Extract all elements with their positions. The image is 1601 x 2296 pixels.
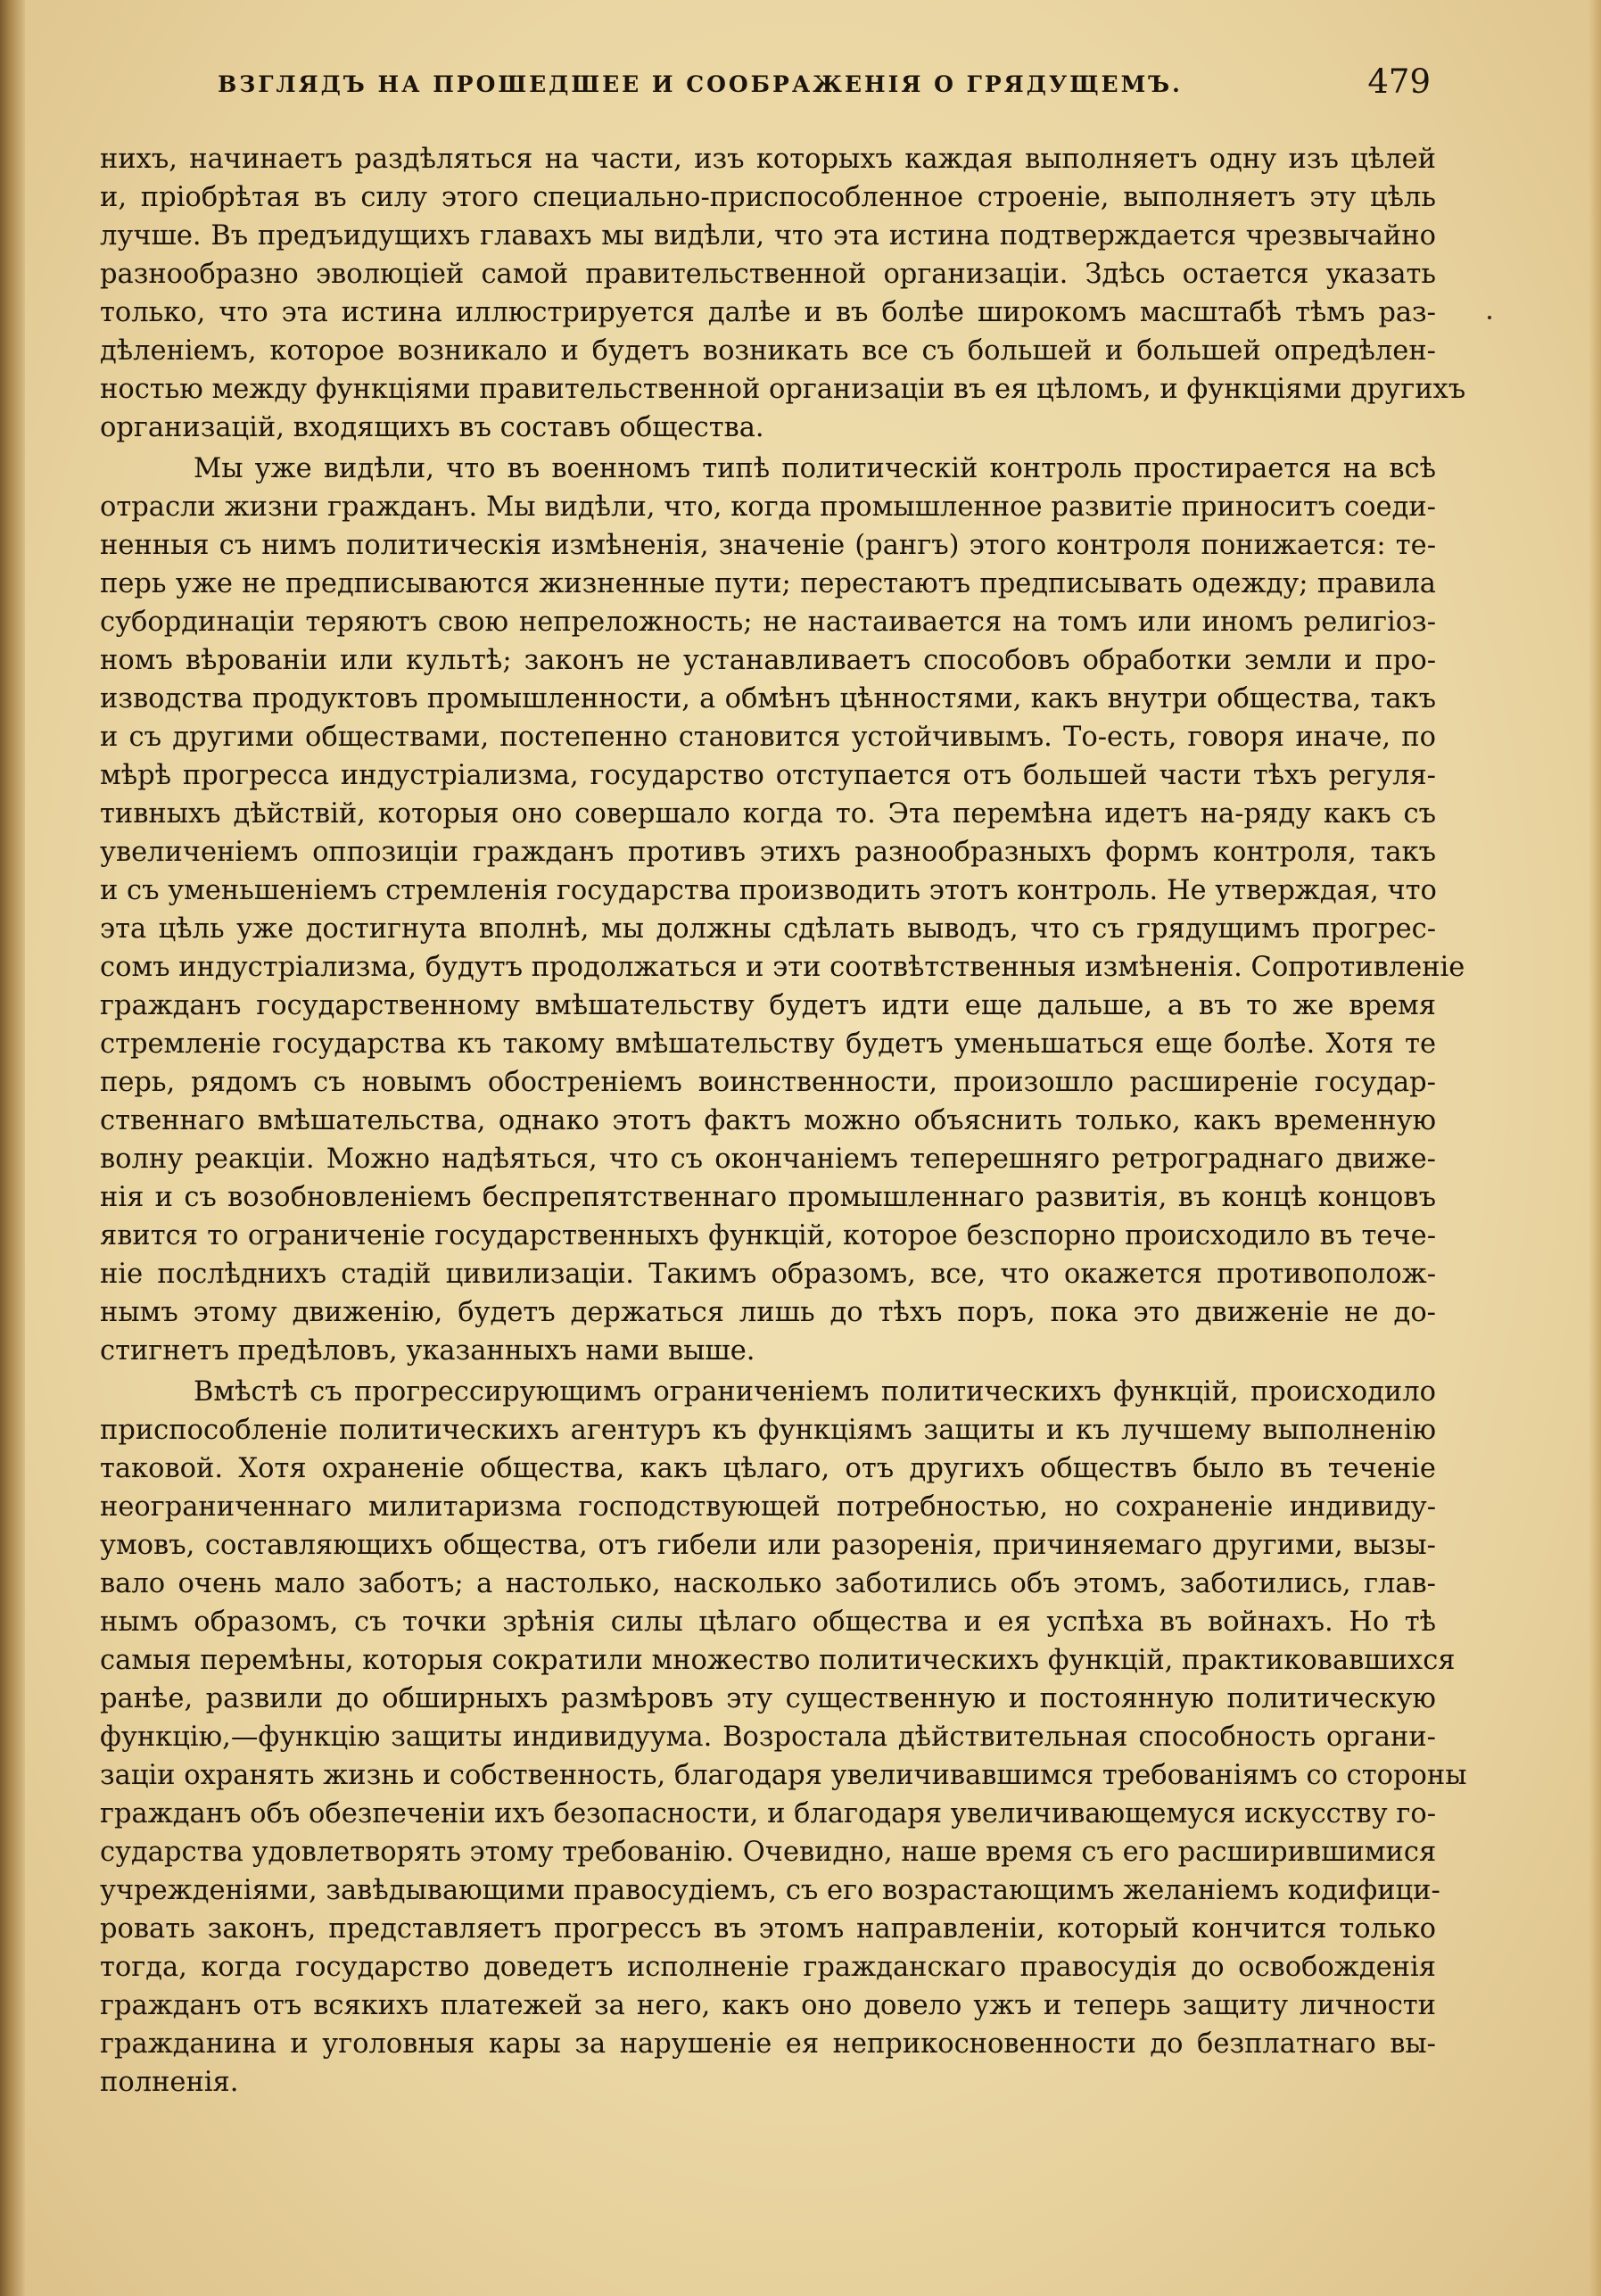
text-line: разнообразно эволюціей самой правительственной организаціи. Здѣсь остается указать — [100, 259, 1436, 290]
text-line: сомъ индустріализма, будутъ продолжаться и эти соотвѣтственныя измѣненія. Сопротивленіе — [100, 952, 1465, 983]
text-line: и, пріобрѣтая въ силу этого специально-приспособленное строеніе, выполняетъ эту цѣль — [100, 182, 1436, 213]
text-line: нымъ образомъ, съ точки зрѣнія силы цѣлаго общества и ея успѣха въ войнахъ. Но тѣ — [100, 1606, 1436, 1638]
page-number: 479 — [1367, 62, 1431, 101]
text-line: ственнаго вмѣшательства, однако этотъ фактъ можно объяснить только, какъ временную — [100, 1105, 1436, 1136]
paragraph — [100, 140, 1466, 447]
text-line: нихъ, начинаетъ раздѣляться на части, изъ которыхъ каждая выполняетъ одну изъ цѣлей — [100, 144, 1436, 175]
text-line: таковой. Хотя охраненіе общества, какъ цѣлаго, отъ другихъ обществъ было въ теченіе — [100, 1453, 1436, 1484]
text-line: гражданина и уголовныя кары за нарушеніе ея неприкосновенности до безплатнаго вы- — [100, 2028, 1436, 2060]
body-text — [100, 140, 1467, 2104]
text-line: и съ уменьшеніемъ стремленія государства производить этотъ контроль. Не утверждая, что — [100, 875, 1437, 906]
text-line: лучше. Въ предъидущихъ главахъ мы видѣли, что эта истина подтверждается чрезвычайно — [100, 220, 1436, 252]
text-line: вало очень мало заботъ; а настолько, насколько заботились объ этомъ, заботились, глав- — [100, 1568, 1436, 1599]
text-line: отрасли жизни гражданъ. Мы видѣли, что, когда промышленное развитіе приноситъ соеди- — [100, 491, 1436, 523]
running-head: ВЗГЛЯДЪ НА ПРОШЕДШЕЕ И СООБРАЖЕНІЯ О ГРЯДУЩЕМЪ. — [218, 71, 1183, 97]
text-line: ніе послѣднихъ стадій цивилизаціи. Такимъ образомъ, все, что окажется противополож- — [100, 1259, 1436, 1290]
book-gutter — [0, 0, 25, 2296]
paragraph — [100, 1373, 1467, 2102]
paragraph — [100, 450, 1465, 1370]
text-line: неограниченнаго милитаризма господствующей потребностью, но сохраненіе индивиду- — [100, 1491, 1436, 1523]
text-line: перь уже не предписываются жизненные пути; перестаютъ предписывать одежду; правила — [100, 568, 1436, 599]
text-line: номъ вѣрованіи или культѣ; законъ не устанавливаетъ способовъ обработки земли и про- — [100, 645, 1436, 676]
text-line: стремленіе государства къ такому вмѣшательству будетъ уменьшаться еще болѣе. Хотя те — [100, 1028, 1436, 1060]
text-line: приспособленіе политическихъ агентуръ къ функціямъ защиты и къ лучшему выполненію — [100, 1415, 1436, 1446]
text-line: субординаціи теряютъ свою непреложность; не настаивается на томъ или иномъ религіоз- — [100, 607, 1436, 638]
text-line: умовъ, составляющихъ общества, отъ гибели или разоренія, причиняемаго другими, вызы- — [100, 1530, 1436, 1561]
text-line: стигнетъ предѣловъ, указанныхъ нами выше. — [100, 1335, 755, 1367]
text-line: ровать законъ, представляетъ прогрессъ въ этомъ направленіи, который кончится только — [100, 1913, 1436, 1945]
text-line: эта цѣль уже достигнута вполнѣ, мы должны сдѣлать выводъ, что съ грядущимъ прогрес- — [100, 913, 1436, 945]
text-line: только, что эта истина иллюстрируется далѣе и въ болѣе широкомъ масштабѣ тѣмъ раз- — [100, 297, 1436, 328]
text-line: учрежденіями, завѣдывающими правосудіемъ, съ его возрастающимъ желаніемъ кодифици- — [100, 1875, 1440, 1906]
text-line: организацій, входящихъ въ составъ общества. — [100, 412, 764, 443]
text-line: гражданъ отъ всякихъ платежей за него, какъ оно довело ужъ и теперь защиту личности — [100, 1990, 1436, 2021]
text-line: гражданъ государственному вмѣшательству будетъ идти еще дальше, а въ то же время — [100, 990, 1436, 1021]
text-line: волну реакціи. Можно надѣяться, что съ окончаніемъ теперешняго ретрограднаго движе- — [100, 1144, 1436, 1175]
text-line: увеличеніемъ оппозиціи гражданъ противъ этихъ разнообразныхъ формъ контроля, такъ — [100, 837, 1436, 868]
text-line: явится то ограниченіе государственныхъ функцій, которое безспорно происходило въ тече- — [100, 1220, 1436, 1251]
text-line: заціи охранять жизнь и собственность, благодаря увеличивавшимся требованіямъ со стороны — [100, 1760, 1467, 1791]
text-line: ранѣе, развили до обширныхъ размѣровъ эту существенную и постоянную политическую — [100, 1683, 1436, 1714]
text-line: нія и съ возобновленіемъ беспрепятственнаго промышленнаго развитія, въ концѣ концовъ — [100, 1182, 1436, 1213]
text-line: самыя перемѣны, которыя сократили множество политическихъ функцій, практиковавшихся — [100, 1645, 1456, 1676]
text-line: изводства продуктовъ промышленности, а обмѣнъ цѣнностями, какъ внутри общества, такъ — [100, 683, 1436, 714]
text-line: перь, рядомъ съ новымъ обостреніемъ воинственности, произошло расширеніе государ- — [100, 1067, 1436, 1098]
text-line: Вмѣстѣ съ прогрессирующимъ ограниченіемъ политическихъ функцій, происходило — [194, 1376, 1436, 1408]
text-line: мѣрѣ прогресса индустріализма, государство отступается отъ большей части тѣхъ регуля- — [100, 760, 1436, 791]
ink-speck — [1488, 316, 1491, 319]
text-line: Мы уже видѣли, что въ военномъ типѣ политическій контроль простирается на всѣ — [194, 453, 1436, 484]
text-line: гражданъ объ обезпеченіи ихъ безопасности, и благодаря увеличивающемуся искусству го- — [100, 1798, 1437, 1829]
text-line: тогда, когда государство доведетъ исполненіе гражданскаго правосудія до освобожденія — [100, 1952, 1436, 1983]
text-line: и съ другими обществами, постепенно становится устойчивымъ. То-есть, говоря иначе, по — [100, 722, 1436, 753]
text-line: функцію,—функцію защиты индивидуума. Возростала дѣйствительная способность органи- — [100, 1722, 1436, 1753]
text-line: ностью между функціями правительственной организаціи въ ея цѣломъ, и функціями другихъ — [100, 374, 1466, 405]
page-header — [98, 62, 1436, 107]
text-line: дѣленіемъ, которое возникало и будетъ возникать все съ большей и большей опредѣлен- — [100, 335, 1436, 367]
text-line: сударства удовлетворять этому требованію. Очевидно, наше время съ его расширившимися — [100, 1837, 1437, 1868]
page-edge — [1589, 0, 1601, 2296]
text-line: тивныхъ дѣйствій, которыя оно совершало когда то. Эта перемѣна идетъ на-ряду какъ съ — [100, 798, 1436, 830]
text-line: полненія. — [100, 2067, 239, 2098]
text-line: нымъ этому движенію, будетъ держаться лишь до тѣхъ поръ, пока это движеніе не до- — [100, 1297, 1436, 1328]
text-line: ненныя съ нимъ политическія измѣненія, значеніе (рангъ) этого контроля понижается: те- — [100, 530, 1436, 561]
